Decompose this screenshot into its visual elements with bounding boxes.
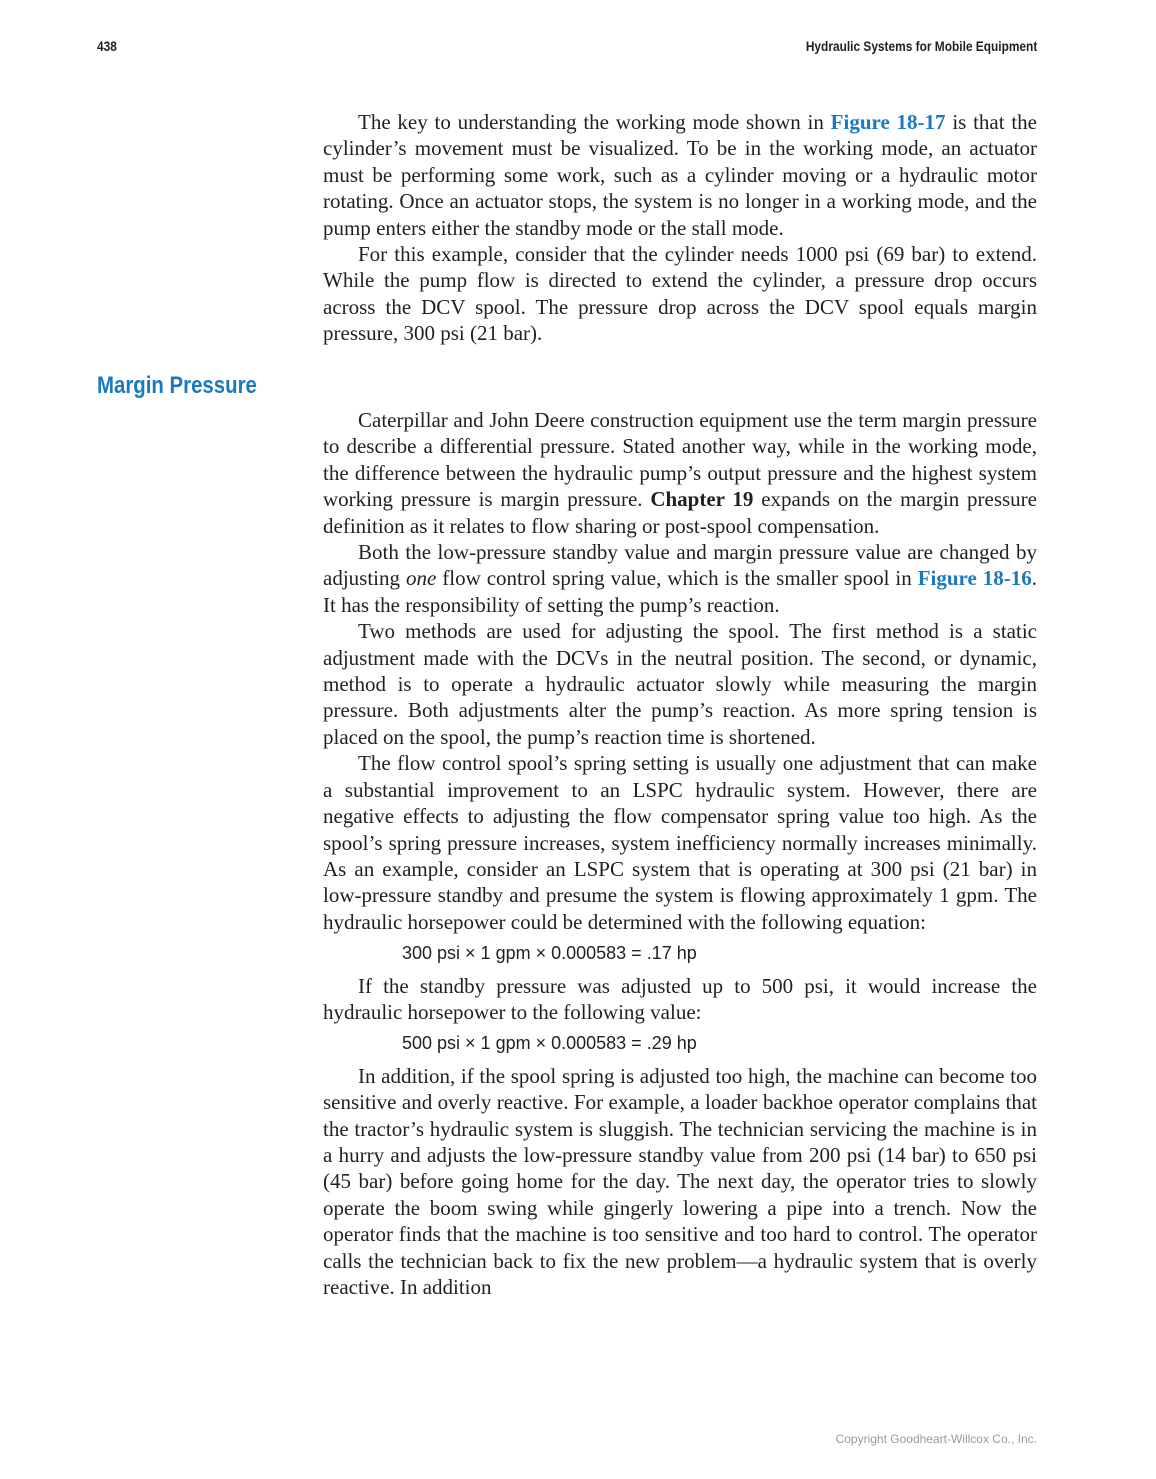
text: flow control spring value, which is the smaller spool in bbox=[436, 566, 918, 591]
paragraph bbox=[323, 407, 1037, 539]
page-number: 438 bbox=[97, 38, 117, 54]
chapter-reference: Chapter 19 bbox=[650, 487, 754, 512]
paragraph: For this example, consider that the cylinder needs 1000 psi (69 bar) to extend. While the pump flow is directed to extend the cylinder, a pressure drop occurs across the DCV spool. The pressure drop across the DCV spool equals margin pressure, 300 psi (21 bar). bbox=[323, 242, 1037, 346]
text: The key to understanding the working mode shown in bbox=[358, 110, 831, 134]
figure-link[interactable]: Figure 18-16 bbox=[917, 566, 1032, 591]
text: Both the low-pressure standby value and margin pressure value are changed by adjusting bbox=[323, 540, 1037, 591]
text: . It has the responsibility of setting the pump’s reaction. bbox=[323, 566, 1037, 617]
equation: 300 psi × 1 gpm × 0.000583 = .17 hp bbox=[402, 943, 697, 964]
text: is that the cylinder’s movement must be visualized. To be in the working mode, an actuator must be performing some work, such as a cylinder moving or a hydraulic motor rotating. Once an actuator stops, the system is no longer in a working mode, and the pump enters either the standby mode or the stall mode. bbox=[323, 110, 1037, 240]
paragraph: Two methods are used for adjusting the spool. The first method is a static adjustment made with the DCVs in the neutral position. The second, or dynamic, method is to operate a hydraulic actuator slowly while measuring the margin pressure. Both adjustments alter the pump’s reaction. As more spring tension is placed on the spool, the pump’s reaction time is shortened. bbox=[323, 619, 1037, 749]
running-head: Hydraulic Systems for Mobile Equipment bbox=[805, 38, 1037, 54]
paragraph bbox=[323, 109, 1037, 241]
equation: 500 psi × 1 gpm × 0.000583 = .29 hp bbox=[402, 1033, 697, 1054]
text: expands on the margin pressure definition as it relates to flow sharing or post-spool compensation. bbox=[323, 487, 1037, 538]
section-heading: Margin Pressure bbox=[97, 372, 257, 399]
copyright-footer: Copyright Goodheart-Willcox Co., Inc. bbox=[835, 1432, 1037, 1446]
paragraph: If the standby pressure was adjusted up to 500 psi, it would increase the hydraulic horsepower to the following value: bbox=[323, 973, 1037, 1024]
intro-text bbox=[323, 109, 1037, 347]
section-text bbox=[323, 407, 1037, 1300]
paragraph bbox=[323, 539, 1037, 618]
figure-link[interactable]: Figure 18-17 bbox=[830, 110, 946, 134]
text: Caterpillar and John Deere construction equipment use the term margin pressure to describe a differential pressure. Stated another way, while in the working mode, the difference between the hydraulic pump’s output pressure and the highest system working pressure is margin pressure. bbox=[323, 408, 1037, 512]
paragraph: The flow control spool’s spring setting is usually one adjustment that can make a substantial improvement to an LSPC hydraulic system. However, there are negative effects to adjusting the flow compensator spring value too high. As the spool’s spring pressure increases, system inefficiency normally increases minimally. As an example, consider an LSPC system that is operating at 300 psi (21 bar) in low-pressure standby and presume the system is flowing approximately 1 gpm. The hydraulic horsepower could be determined with the following equation: bbox=[323, 751, 1037, 934]
paragraph: In addition, if the spool spring is adjusted too high, the machine can become too sensitive and overly reactive. For example, a loader backhoe operator complains that the tractor’s hydraulic system is sluggish. The technician servicing the machine is in a hurry and adjusts the low-pressure standby value from 200 psi (14 bar) to 650 psi (45 bar) before going home for the day. The next day, the operator tries to slowly operate the boom swing while gingerly lowering a pipe into a trench. Now the operator finds that the machine is too sensitive and too hard to control. The operator calls the technician back to fix the new problem—a hydraulic system that is overly reactive. In addition bbox=[323, 1063, 1037, 1299]
emphasis: one bbox=[405, 566, 437, 591]
